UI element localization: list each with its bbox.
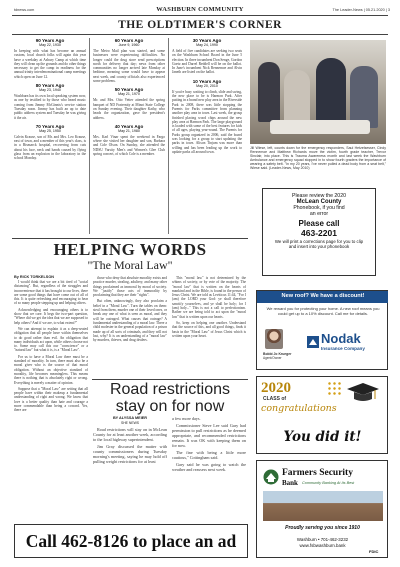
nodak-headline: New roof? We have a discount! bbox=[281, 293, 365, 299]
phonebook-call: Please call bbox=[298, 219, 340, 228]
photo-caption: Jill Wiese, left, counts down for the emergency responders, Saul Hetzelsesser, Cindy Rennemoe and Matthew Richards move the victim, fourth grade teacher, Trevor Sinclair, into place. This is Trauma Awareness month and last week the Washburn Ambulance and emergency squad stopped in to show fourth graders the importance of wearing a safety belt. "In my 20 years, I've never pulled a dead body from a seat belt," Wiese said. (Leader-News, May 2010) bbox=[250, 146, 386, 171]
road-title-line2: stay on for now bbox=[115, 398, 225, 415]
date-10-years: May 20, 2010 bbox=[196, 83, 218, 88]
text-80-years: Washburn has its own local speaking system now, as one by testified to by those who heard music coming from Jimmy McGinnis's service station Tuesday noon. Jimmy has built an up to date public address system and Tuesday he was giving it the air. bbox=[14, 94, 86, 120]
photo-figure bbox=[350, 66, 378, 128]
column-30-10-years bbox=[172, 38, 242, 238]
helping-byline: By RICK TORKELSON bbox=[14, 275, 55, 279]
section-title: THE OLDTIMER'S CORNER bbox=[118, 19, 282, 31]
date-40-years: May 21, 1980 bbox=[118, 128, 140, 133]
helping-p4: For us to have a Moral Law there must be a standard of morality. In turn, there must also be a moral giver who is the source of that moral obligation. Without an objective standard of morality, life becomes meaningless. This means there is nothing that is absolutely right or wrong. Everything is merely a matter of opinion. bbox=[14, 354, 88, 385]
helping-col3 bbox=[172, 276, 246, 386]
phonebook-line3: Phonebook, if you find bbox=[293, 205, 345, 211]
column-divider bbox=[89, 38, 90, 234]
heading-10-years: 10 Years Ago bbox=[192, 78, 222, 84]
column-divider bbox=[168, 38, 169, 234]
helping-col2 bbox=[93, 276, 167, 376]
bank-ad bbox=[256, 460, 388, 558]
helping-p9: So, keep on helping one another. Understand that the source of this, and all good things, finds it basis in the "Moral Law" of Jesus Christ which is written upon your heart. bbox=[172, 320, 246, 338]
nodak-insurance-ad bbox=[256, 290, 388, 370]
classified-ad-bar bbox=[14, 524, 248, 558]
heading-30-years: 30 Years Ago bbox=[192, 38, 222, 43]
header-site: tdnews.com bbox=[14, 8, 35, 12]
photo-figure bbox=[316, 58, 346, 128]
road-p2: Jim Gray discussed the matter with county commissioners during Tuesday morning's meeting, saying he may hold off pulling weight restrictions for at least bbox=[93, 444, 167, 464]
nodak-brand-sub: Insurance Company bbox=[321, 346, 365, 351]
nodak-brand: Nodak bbox=[321, 331, 361, 346]
date-60-years: June 9, 1960 bbox=[118, 43, 140, 47]
column-90-80-70-years bbox=[14, 38, 86, 238]
road-p5: The fine with being a little more cautious," Cottingham said. bbox=[172, 450, 246, 460]
bank-tagline: Community Banking At Its Best bbox=[302, 480, 355, 485]
helping-p6: those who deny that absolute morality exists and practice murder, stealing, adultery, and many other things proclaimed as immoral by moral of society. We "justify" those acts of immorality by proclaiming that they are their "rights". bbox=[93, 276, 167, 298]
helping-p7: But often, unknowingly, they also proclaim a belief in a "Moral Law". Turn the tables on them: steal from them, murder one of their loved ones, or break any one of what is seen as moral, and they will be outraged. What causes that outrage? A fundamental understanding of a moral law. There a child molester in the general population of a prison made up of all sorts of criminals, and they will not last, why? It is an understanding of a "moral law" by murders, thieves, and drug dealers. bbox=[93, 299, 167, 343]
helping-p2: Acknowledging and encouraging others is to show that we care. It begs the two-part question, "Where did we get the idea that we are supposed to help others? And if we are, to what extent?" bbox=[14, 307, 88, 325]
helping-title: HELPING WORDS bbox=[53, 240, 207, 259]
heading-50-years: 50 Years Ago bbox=[114, 87, 144, 93]
road-p1: Road restrictions will stay on in McLean County for at least another week, according to the local highway superintendent. bbox=[93, 427, 167, 442]
photo-figure bbox=[258, 62, 280, 122]
bank-name-line1: Farmers Security bbox=[282, 468, 353, 478]
nodak-body: We reward you for protecting your home. A new roof means you could get up to a 10% discount. Call me for details. bbox=[266, 307, 380, 316]
text-40-years: Mrs. Karl Vinar spent the weekend in Fargo where she visited her daughter and son, Barbara and Cole Olson. On Sunday, she attended the NDSU Varsity Men's and Women's Glee Club spring concert, of which Cole is a member. bbox=[93, 134, 165, 157]
road-role: SHE NEWS bbox=[120, 421, 140, 425]
header-section: WASHBURN COMMUNITY bbox=[156, 6, 244, 13]
nodak-logo-icon bbox=[307, 335, 319, 347]
date-30-years: May 24, 1990 bbox=[196, 43, 218, 47]
helping-col1 bbox=[14, 280, 88, 560]
fdic-badge: FDIC bbox=[369, 549, 379, 554]
heading-90-years: 90 Years Ago bbox=[35, 38, 65, 43]
heading-80-years: 80 Years Ago bbox=[35, 83, 65, 89]
phonebook-line6: We will print a corrections page for you to clip and insert into your phonebook bbox=[274, 239, 364, 249]
text-70-years: Calvin Krause, son of Mr. and Mrs. Leo Krause, east of town, and a member of this year's class, is in a Bismarck hospital, recovering from cuts about his face, neck and hands caused by flying glass from an explosion in the laboratory in the school Monday. bbox=[14, 134, 86, 161]
column-60-50-40-years bbox=[93, 38, 165, 238]
text-30-years: A field of five candidates are seeking two seats on the Washburn School Board in the June 5 election. In three incumbent Don Senge, Gordon Goetz and Darrel Reddell will be on the ballot. In June's incumbent Nick Rennemoe and Alvin Janeth are listed on the ballot. bbox=[172, 49, 242, 75]
bank-phone: Washburn • 701-462-3232 bbox=[296, 537, 349, 542]
bank-name-line2: Bank bbox=[282, 479, 298, 487]
heading-40-years: 40 Years Ago bbox=[114, 123, 144, 129]
road-p3: a few more days. bbox=[172, 416, 201, 421]
grad-cap-icon bbox=[345, 381, 381, 405]
phonebook-line1: Please review the 2020 bbox=[292, 193, 346, 199]
phonebook-line4: an error bbox=[309, 211, 329, 217]
helping-p5: Suppose that a "Moral Law" are setting that all people have within their makeup a fundamental understanding of right and wrong. We know that love is a better quality than hate and courage a more commendable than being a coward. Yes, there are bbox=[14, 386, 88, 413]
date-50-years: May 21, 1970 bbox=[118, 92, 140, 97]
bank-logo-icon bbox=[263, 469, 279, 485]
grad-congrats: congratulations bbox=[261, 403, 337, 414]
helping-p3: We can attempt to explain it as a deep-seated obligation that all people have within themselves to do good rather than evil. An obligation that many individuals act upon, while others choose not to. Some may call this our "conscience" or a "natural law" but what it is, is a "Moral Law". bbox=[14, 326, 88, 353]
text-10-years: If you're busy waiting to climb, slide and swing, the new place to be is Harmon Park. After putting in a brand new play area in the Riverside Park in 2008, there was little stopping the Parents for Parks committee from planning another play area in town. Last week, the group finished placing wood chips around the new play area at Harmon Park. The large playground is loaded with some of the best features for kids of all ages, playing year-round. The Parents for Parks group organized in 2006, said the board was looking for a group to start updating the parks in town. Alison Tinjum was more than willing and has been leading up the work to update parks all around town. bbox=[172, 89, 242, 154]
photo-figure bbox=[284, 70, 310, 125]
phonebook-phone: 463-2201 bbox=[301, 228, 337, 238]
road-p6: Gary said he was going to watch the weather and reassess next week. bbox=[172, 462, 246, 472]
helping-subtitle: "The Moral Law" bbox=[87, 258, 173, 272]
helping-p1: I would think that we are a bit tired of "social distancing". But, regardless of the struggles and inconvenience that it has brought to our lives, there are some good things that have come out of all of this. It is quite refreshing and encouraging to hear of so many people stepping up and helping others. bbox=[14, 280, 88, 306]
phonebook-ad bbox=[262, 188, 376, 276]
nodak-agent-title: Agent/Owner bbox=[263, 356, 282, 360]
phonebook-line2: McLean County bbox=[296, 199, 342, 205]
date-90-years: May 22, 1930 bbox=[39, 43, 61, 47]
road-byline: BY ALYSSA MEIER bbox=[112, 416, 148, 420]
grad-confetti bbox=[327, 381, 343, 397]
road-col2 bbox=[172, 416, 246, 516]
bank-proud: Proudly serving you since 1910 bbox=[285, 525, 360, 531]
helping-rule bbox=[12, 238, 248, 239]
road-rule bbox=[92, 379, 248, 380]
grad-class-of: CLASS of bbox=[263, 396, 287, 402]
text-60-years: The Metro Mail plan was started, and some businesses were experiencing difficulties. No longer could the drug store send prescriptions north for delivery that day; news from other communities no longer arrived late Monday at bedtime, meaning some would have to appear next week, and county officials also experienced some problems. bbox=[93, 49, 165, 84]
header-date: The Leader-News | 05.21.2020 | 3 bbox=[332, 8, 390, 12]
header-rule bbox=[12, 15, 388, 16]
bank-photo bbox=[263, 491, 383, 521]
graduation-ad bbox=[256, 376, 388, 454]
grad-did-it: You did it! bbox=[283, 429, 362, 445]
text-50-years: Mr. and Mrs. Otto Vetter attended the spring banquet of ND Fraternity at Minot State College on Sunday evening. Their daughter Kathy, who heads the organization, gave the president's address. bbox=[93, 98, 165, 120]
road-p4: Commissioner Steve Lee said Gary had permission to pull restrictions as he deemed appropriate, and recommended restrictions remain. It was OK with keeping them on for now. bbox=[172, 423, 246, 448]
classified-ad-text: Call 462-8126 to place an ad bbox=[25, 530, 237, 551]
bank-url[interactable]: www.fsbwashburn.bank bbox=[299, 543, 346, 548]
news-photo bbox=[250, 40, 386, 144]
helping-p8: This "moral law" is not determined by the whims of society, or by vote of the majority. The "moral law" that is written on the hearts of mankind and in the Bible, is found in the person of Jesus Christ. We are told as Leviticus 11:44, "For I (am) the LORD your God: ye shall therefore sanctify yourselves, and ye shall be holy; for I (am) holy..." This is not a call to perfectionism. Rather we are being told to act upon the "moral law" that is written upon our hearts. bbox=[172, 276, 246, 319]
nodak-agent-name: Bobbi Jo Krueger bbox=[263, 352, 292, 356]
road-title-line1: Road restrictions bbox=[109, 381, 231, 398]
grad-year: 2020 bbox=[261, 380, 291, 396]
heading-70-years: 70 Years Ago bbox=[35, 123, 65, 129]
text-90-years: In keeping with what has become an annual custom, local church folks will again this year have a weekday at Asbury Camp at which time they will clean up the grounds and do other things necessary to get the camp in readiness for the annual trinity interdenominational camp meetings which open on June 12. bbox=[14, 49, 86, 79]
date-80-years: May 23, 1940 bbox=[39, 88, 61, 93]
road-col1 bbox=[93, 427, 167, 517]
avatar bbox=[265, 329, 283, 349]
photo-stretcher bbox=[270, 120, 370, 134]
date-70-years: May 25, 1950 bbox=[39, 128, 61, 133]
section-title-rule bbox=[12, 34, 388, 35]
heading-60-years: 60 Years Ago bbox=[114, 38, 144, 43]
